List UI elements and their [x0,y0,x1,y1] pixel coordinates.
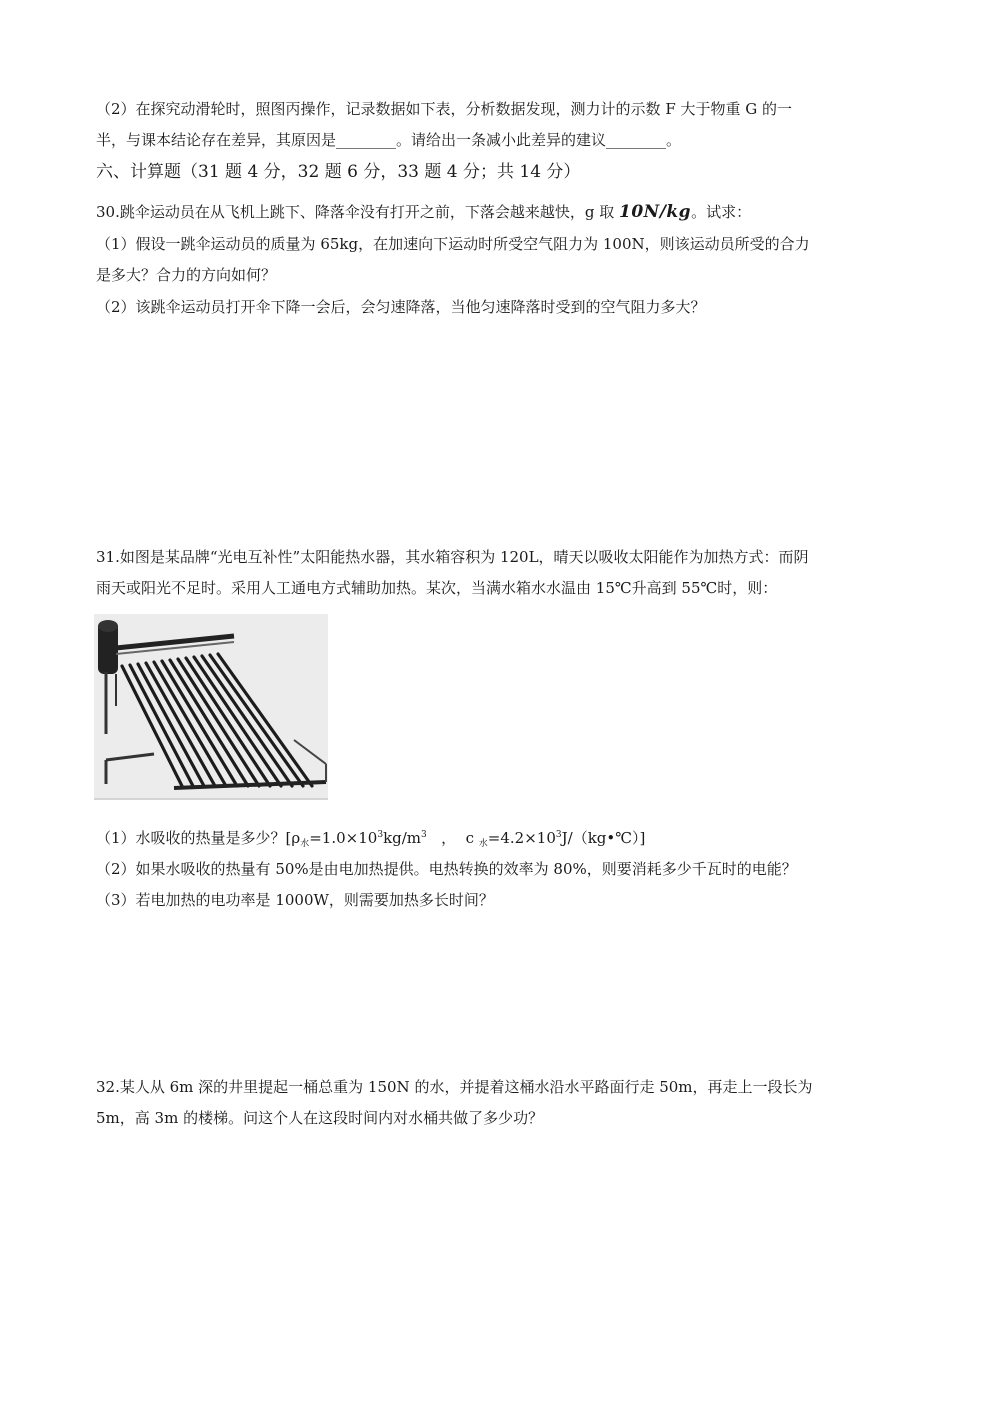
q31-line2: 雨天或阳光不足时。采用人工通电方式辅助加热。某次，当满水箱水水温由 15℃升高到 55℃时，则： [96,579,778,597]
q30-stem [96,202,751,222]
q30-part1-line2: 是多大？合力的方向如何？ [96,266,277,284]
q32-line2: 5m，高 3m 的楼梯。问这个人在这段时间内对水桶共做了多少功？ [96,1109,544,1127]
solar-water-heater-figure [94,614,328,800]
section-6-title: 六、计算题（31 题 4 分，32 题 6 分，33 题 4 分；共 14 分） [96,162,581,182]
q29-part2-line2: 半，与课本结论存在差异，其原因是________。请给出一条减小此差异的建议________。 [96,131,682,149]
q30-part1-line1: （1）假设一跳伞运动员的质量为 65kg，在加速向下运动时所受空气阻力为 100N，则该运动员所受的合力 [96,235,810,253]
q31-line1: 31.如图是某品牌“光电互补性”太阳能热水器，其水箱容积为 120L，晴天以吸收太阳能作为加热方式：而阴 [96,548,809,566]
q30-stem-a: 30.跳伞运动员在从飞机上跳下、降落伞没有打开之前，下落会越来越快，g 取 [96,203,619,221]
g-value: 10N/kg [619,202,692,222]
subscript-water-1: 水 [300,839,310,849]
q32-line1: 32.某人从 6m 深的井里提起一桶总重为 150N 的水，并提着这桶水沿水平路面行走 50m，再走上一段长为 [96,1078,813,1096]
q30-stem-b: 。试求： [691,203,752,221]
q31-p1-f: J/（kg•℃）] [561,829,646,847]
q31-p1-d: ， c [426,829,479,847]
q31-part2: （2）如果水吸收的热量有 50%是由电加热提供。电热转换的效率为 80%，则要消耗多少千瓦时的电能？ [96,860,797,878]
superscript-2: 3 [421,830,427,840]
q31-part1 [96,828,645,851]
superscript-3: 3 [555,830,562,840]
q31-p1-a: （1）水吸收的热量是多少？[ρ [96,829,301,847]
subscript-water-2: 水 [478,839,488,849]
q31-part3: （3）若电加热的电功率是 1000W，则需要加热多长时间？ [96,891,494,909]
superscript-1: 3 [377,830,384,840]
q31-p1-b: =1.0×10 [309,829,378,847]
q29-part2-line1: （2）在探究动滑轮时，照图丙操作，记录数据如下表，分析数据发现，测力计的示数 F 大于物重 G 的一 [96,100,793,118]
q31-p1-e: =4.2×10 [487,829,556,847]
q30-part2: （2）该跳伞运动员打开伞下降一会后，会匀速降落，当他匀速降落时受到的空气阻力多大？ [96,298,706,316]
q31-p1-c: kg/m [383,829,422,847]
